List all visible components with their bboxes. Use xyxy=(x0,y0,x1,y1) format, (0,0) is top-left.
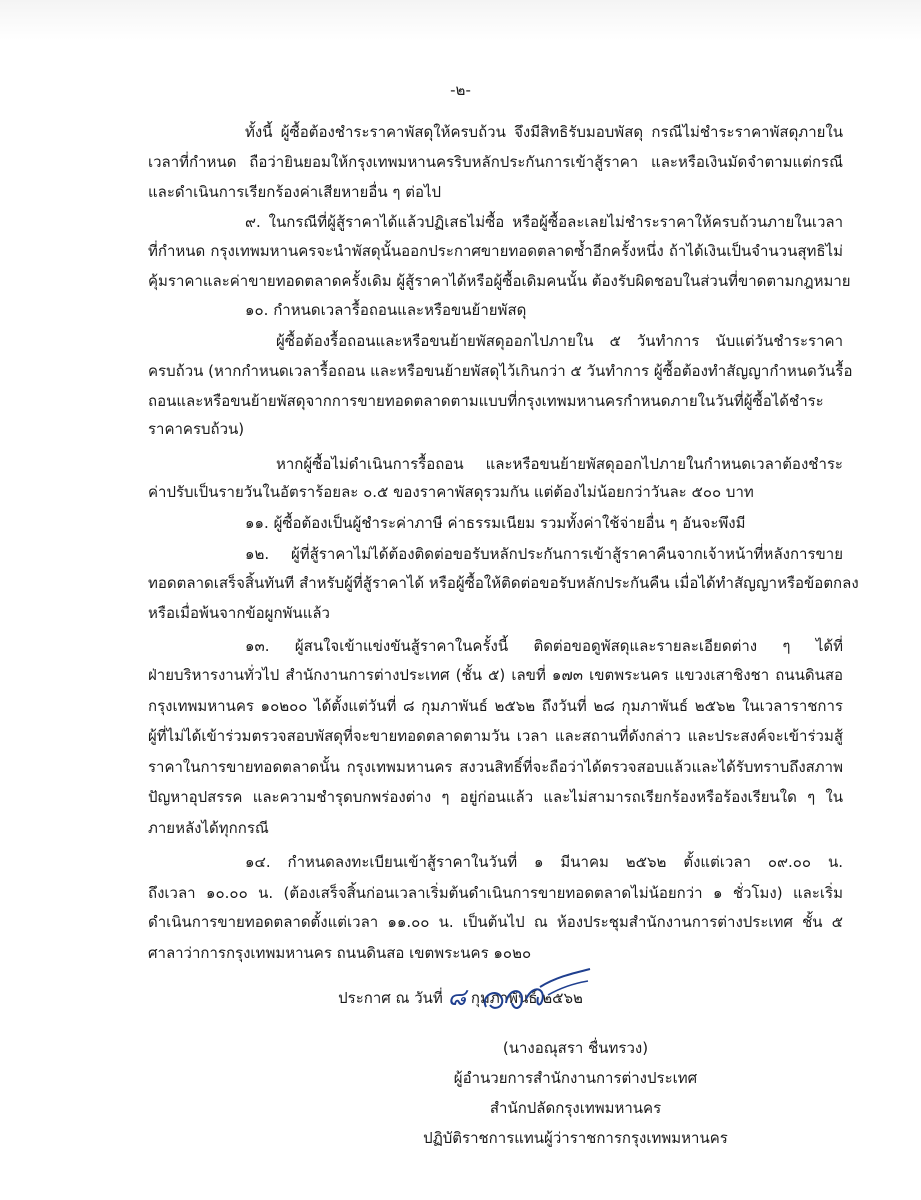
body-line: คุ้มราคาและค่าขายทอดตลาดครั้งเดิม ผู้สู้ราคาได้หรือผู้ซื้อเดิมคนนั้น ต้องรับผิดชอบในส่วนที่ขาดตามกฎหมาย xyxy=(148,272,851,290)
body-line: ปัญหาอุปสรรค และความชำรุดบกพร่องต่าง ๆ อยู่ก่อนแล้ว และไม่สามารถเรียกร้องหรือร้องเรียนใด ๆ ใน xyxy=(148,788,843,806)
announcement-date xyxy=(0,975,921,1014)
body-line: ครบถ้วน (หากกำหนดเวลารื้อถอน และหรือขนย้ายพัสดุไว้เกินกว่า ๕ วันทำการ ผู้ซื้อต้องทำสัญญากำหนดวันรื้อ xyxy=(148,362,853,380)
body-line: ราคาครบถ้วน) xyxy=(148,420,245,438)
body-line: ๑๒. ผู้ที่สู้ราคาไม่ได้ต้องติดต่อขอรับหลักประกันการเข้าสู้ราคาคืนจากเจ้าหน้าที่หลังการขาย xyxy=(245,545,843,563)
body-line: ๑๔. กำหนดลงทะเบียนเข้าสู้ราคาในวันที่ ๑ มีนาคม ๒๕๖๒ ตั้งแต่เวลา ๐๙.๐๐ น. xyxy=(245,853,843,871)
announcement-prefix: ประกาศ ณ วันที่ xyxy=(338,989,443,1007)
signatory-name: (นางอณุสรา ชื่นทรวง) xyxy=(502,1039,649,1057)
body-line: ดำเนินการขายทอดตลาดตั้งแต่เวลา ๑๑.๐๐ น. เป็นต้นไป ณ ห้องประชุมสำนักงานการต่างประเทศ ชั้น ๕ xyxy=(148,913,843,931)
signature-image xyxy=(478,965,598,1025)
signatory-position: ผู้อำนวยการสำนักงานการต่างประเทศ xyxy=(453,1069,698,1087)
scan-edge xyxy=(0,0,921,40)
body-line: ศาลาว่าการกรุงเทพมหานคร ถนนดินสอ เขตพระนคร ๑๐๒๐ xyxy=(148,944,532,962)
section-heading: ๑๐. กำหนดเวลารื้อถอนและหรือขนย้ายพัสดุ xyxy=(245,301,527,319)
body-line: ถอนและหรือขนย้ายพัสดุจากการขายทอดตลาดตามแบบที่กรุงเทพมหานครกำหนดภายในวันที่ผู้ซื้อได้ชำระ xyxy=(148,392,824,410)
body-line: ๑๓. ผู้สนใจเข้าแข่งขันสู้ราคาในครั้งนี้ ติดต่อขอดูพัสดุและรายละเอียดต่าง ๆ ได้ที่ xyxy=(245,637,843,655)
page-number: -๒- xyxy=(450,81,471,99)
body-line: หากผู้ซื้อไม่ดำเนินการรื้อถอน และหรือขนย้ายพัสดุออกไปภายในกำหนดเวลาต้องชำระ xyxy=(276,455,843,473)
body-line: และดำเนินการเรียกร้องค่าเสียหายอื่น ๆ ต่อไป xyxy=(148,183,442,201)
body-line: เวลาที่กำหนด ถือว่ายินยอมให้กรุงเทพมหานครริบหลักประกันการเข้าสู้ราคา และหรือเงินมัดจำตามแต่กรณี xyxy=(148,153,843,171)
body-line: ค่าปรับเป็นรายวันในอัตราร้อยละ ๐.๕ ของราคาพัสดุรวมกัน แต่ต้องไม่น้อยกว่าวันละ ๕๐๐ บาท xyxy=(148,483,754,501)
body-line: ๑๑. ผู้ซื้อต้องเป็นผู้ชำระค่าภาษี ค่าธรรมเนียม รวมทั้งค่าใช้จ่ายอื่น ๆ อันจะพึงมี xyxy=(245,514,746,532)
announcement-suffix: กุมภาพันธ์ ๒๕๖๒ xyxy=(470,989,583,1007)
body-line: ฝ่ายบริหารงานทั่วไป สำนักงานการต่างประเทศ (ชั้น ๕) เลขที่ ๑๗๓ เขตพระนคร แขวงเสาชิงชา ถนนดินสอ xyxy=(148,666,843,684)
body-line: ราคาในการขายทอดตลาดนั้น กรุงเทพมหานคร สงวนสิทธิ์ที่จะถือว่าได้ตรวจสอบแล้วและได้รับทราบถึงสภาพ xyxy=(148,758,843,776)
body-line: กรุงเทพมหานคร ๑๐๒๐๐ ได้ตั้งแต่วันที่ ๘ กุมภาพันธ์ ๒๕๖๒ ถึงวันที่ ๒๘ กุมภาพันธ์ ๒๕๖๒ ในเวลาราชการ xyxy=(148,697,843,715)
body-line: ถึงเวลา ๑๐.๐๐ น. (ต้องเสร็จสิ้นก่อนเวลาเริ่มต้นดำเนินการขายทอดตลาดไม่น้อยกว่า ๑ ชั่วโมง) และเริ่ม xyxy=(148,884,843,902)
body-line: ที่กำหนด กรุงเทพมหานครจะนำพัสดุนั้นออกประกาศขายทอดตลาดซ้ำอีกครั้งหนึ่ง ถ้าได้เงินเป็นจำนวนสุทธิไม่ xyxy=(148,242,843,260)
body-line: หรือเมื่อพ้นจากข้อผูกพันแล้ว xyxy=(148,604,330,622)
handwritten-day: ๘ xyxy=(447,983,467,1011)
body-line: ผู้ที่ไม่ได้เข้าร่วมตรวจสอบพัสดุที่จะขายทอดตลาดตามวัน เวลา และสถานที่ดังกล่าว และประสงค์จะเข้าร่วมสู้ xyxy=(148,727,843,745)
body-line: ทั้งนี้ ผู้ซื้อต้องชำระราคาพัสดุให้ครบถ้วน จึงมีสิทธิรับมอบพัสดุ กรณีไม่ชำระราคาพัสดุภายใน xyxy=(245,123,843,141)
signatory-department: สำนักปลัดกรุงเทพมหานคร xyxy=(489,1099,662,1117)
body-line: ทอดตลาดเสร็จสิ้นทันที สำหรับผู้ที่สู้ราคาได้ หรือผู้ซื้อให้ติดต่อขอรับหลักประกันคืน เมื่อได้ทำสัญญาหรือข้อตกลง xyxy=(148,574,859,592)
body-line: ผู้ซื้อต้องรื้อถอนและหรือขนย้ายพัสดุออกไปภายใน ๕ วันทำการ นับแต่วันชำระราคา xyxy=(276,332,843,350)
signatory-acting-for: ปฏิบัติราชการแทนผู้ว่าราชการกรุงเทพมหานคร xyxy=(423,1129,728,1147)
body-line: ภายหลังได้ทุกกรณี xyxy=(148,819,269,837)
body-line: ๙. ในกรณีที่ผู้สู้ราคาได้แล้วปฏิเสธไม่ซื้อ หรือผู้ซื้อละเลยไม่ชำระราคาให้ครบถ้วนภายในเวลา xyxy=(245,213,843,231)
